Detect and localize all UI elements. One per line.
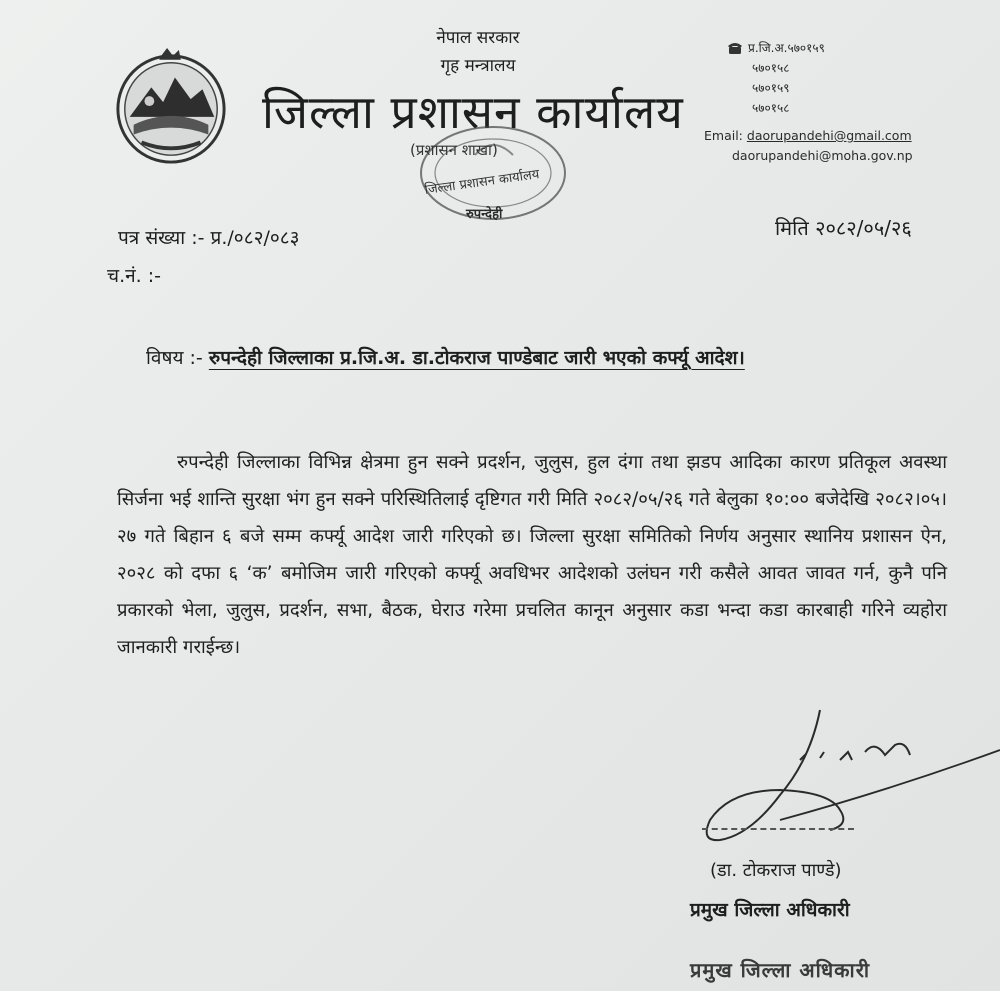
signature-icon — [690, 700, 1000, 870]
signatory-name: (डा. टोकराज पाण्डे) — [710, 860, 842, 881]
email-primary-link[interactable]: daorupandehi@gmail.com — [746, 128, 912, 143]
contact-emails — [704, 126, 913, 166]
dispatch-number: च.नं. :- — [107, 265, 161, 287]
letter-number: पत्र संख्या :- प्र./०८२/०८३ — [118, 227, 300, 249]
telephone-icon — [728, 42, 742, 54]
ministry-name: गृह मन्त्रालय — [440, 56, 516, 76]
phone-number: प्र.जि.अ.५७०१५९ — [748, 41, 825, 55]
nepal-emblem-icon — [112, 48, 230, 166]
phone-number: ५७०१५८ — [752, 101, 790, 115]
stamp-office-text: जिल्ला प्रशासन कार्यालय — [423, 167, 541, 198]
letter-date: मिति २०८२/०५/२६ — [775, 216, 912, 240]
email-secondary[interactable]: daorupandehi@moha.gov.np — [732, 148, 913, 163]
subject-line — [146, 344, 745, 370]
office-title: जिल्ला प्रशासन कार्यालय — [262, 85, 684, 139]
signatory-stamp: प्रमुख जिल्ला अधिकारी — [690, 958, 871, 982]
office-branch: (प्रशासन शाखा) — [410, 141, 498, 159]
phone-number: ५७०१५८ — [752, 61, 790, 75]
email-label: Email: — [704, 128, 743, 143]
government-name: नेपाल सरकार — [436, 28, 520, 48]
contact-phones — [728, 38, 825, 118]
stamp-place-text: रुपन्देही — [466, 207, 503, 222]
signature-line — [702, 828, 854, 830]
letter-body: रुपन्देही जिल्लाका विभिन्न क्षेत्रमा हुन सक्ने प्रदर्शन, जुलुस, हुल दंगा तथा झडप आदिका कारण प्रतिकूल अवस्था सिर्जना भई शान्ति सुरक्षा भंग हुन सक्ने परिस्थितिलाई दृष्टिगत गरी मिति २०८२/०५/२६ गते बेलुका १०:०० बजेदेखि २०८२।०५।२७ गते बिहान ६ बजे सम्म कर्फ्यू आदेश जारी गरिएको छ। जिल्ला सुरक्षा समितिको निर्णय अनुसार स्थानिय प्रशासन ऐन, २०२८ को दफा ६ ‘क’ बमोजिम जारी गरिएको कर्फ्यू अवधिभर आदेशको उलंघन गरी कसैले आवत जावत गर्न, कुनै पनि प्रकारको भेला, जुलुस, प्रदर्शन, सभा, बैठक, घेराउ गरेमा प्रचलित कानून अनुसार कडा भन्दा कडा कारबाही गरिने व्यहोरा जानकारी गराईन्छ। — [117, 452, 947, 658]
phone-number: ५७०१५९ — [752, 81, 790, 95]
subject-text: रुपन्देही जिल्लाका प्र.जि.अ. डा.टोकराज पाण्डेबाट जारी भएको कर्फ्यू आदेश। — [208, 347, 745, 369]
government-header — [408, 24, 548, 80]
signatory-title: प्रमुख जिल्ला अधिकारी — [690, 899, 850, 921]
subject-label: विषय :- — [146, 347, 203, 369]
